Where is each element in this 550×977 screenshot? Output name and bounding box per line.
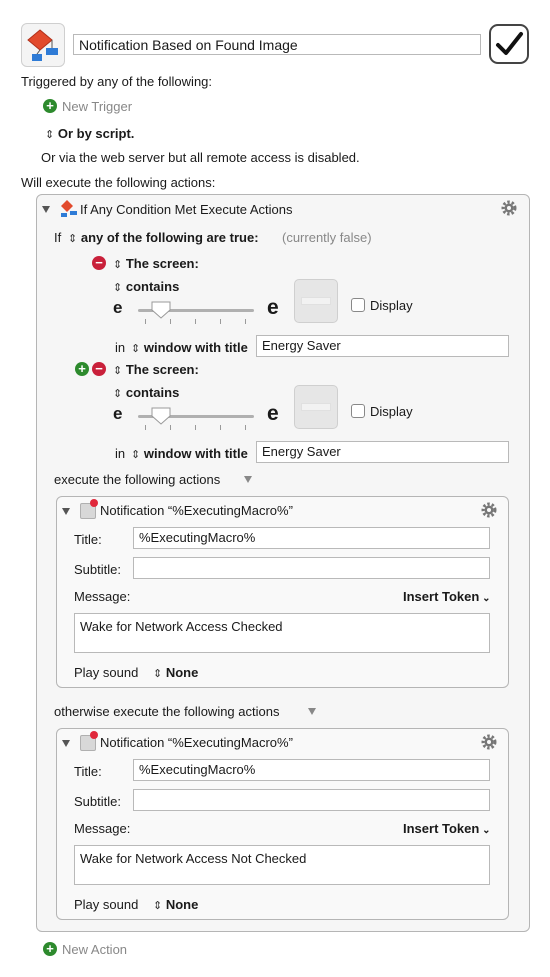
flowchart-icon [58, 199, 78, 219]
slider-tick [170, 319, 171, 324]
web-server-note: Or via the web server but all remote access is disabled. [41, 150, 360, 165]
condition-mode-label: any of the following are true: [80, 230, 259, 245]
if-label: If [54, 230, 62, 245]
slider-tick [220, 319, 221, 324]
execute-disclosure-triangle[interactable] [244, 476, 252, 483]
title-field[interactable]: %ExecutingMacro% [133, 527, 490, 549]
slider-tick [195, 425, 196, 430]
condition-mode-popup[interactable] [68, 230, 259, 247]
or-by-script-toggle[interactable] [45, 126, 134, 143]
notification-badge [90, 499, 98, 507]
sound-value: None [165, 665, 199, 680]
updown-icon: ⇕ [153, 900, 163, 912]
notification-title: Notification “%ExecutingMacro%” [100, 735, 293, 750]
title-field[interactable]: %ExecutingMacro% [133, 759, 490, 781]
new-action-icon[interactable]: + [43, 942, 57, 956]
message-label: Message: [74, 589, 131, 604]
image-thumbnail [301, 403, 331, 411]
title-label: Title: [74, 764, 102, 779]
insert-token-menu[interactable] [403, 821, 491, 839]
scope-label: window with title [143, 340, 248, 355]
checkmark-icon [491, 26, 527, 62]
remove-condition-button[interactable]: − [92, 362, 106, 376]
collapse-triangle[interactable] [42, 206, 50, 213]
sound-popup[interactable] [153, 897, 198, 914]
otherwise-disclosure-triangle[interactable] [308, 708, 316, 715]
insert-token-menu[interactable] [403, 589, 491, 607]
message-field[interactable]: Wake for Network Access Checked [74, 613, 490, 653]
slider-tick [145, 319, 146, 324]
fuzziness-low-label: e [113, 404, 123, 423]
new-trigger-link[interactable]: New Trigger [62, 99, 133, 114]
new-trigger-icon[interactable]: + [43, 99, 57, 113]
if-action-title: If Any Condition Met Execute Actions [80, 202, 293, 217]
updown-icon: ⇕ [131, 449, 141, 461]
condition-match-popup[interactable] [113, 385, 179, 402]
chevron-down-icon: ⌄ [479, 825, 491, 836]
display-checkbox[interactable] [351, 404, 365, 418]
subtitle-field[interactable] [133, 557, 490, 579]
message-field[interactable]: Wake for Network Access Not Checked [74, 845, 490, 885]
remove-condition-button[interactable]: − [92, 256, 106, 270]
updown-icon: ⇕ [131, 343, 141, 355]
updown-icon: ⇕ [113, 259, 123, 271]
sound-popup[interactable] [153, 665, 198, 682]
fuzziness-high-label: e [267, 402, 279, 425]
subtitle-field[interactable] [133, 789, 490, 811]
condition-match-label: contains [125, 385, 180, 400]
scope-popup[interactable] [131, 340, 248, 357]
slider-tick [145, 425, 146, 430]
gear-icon[interactable] [480, 733, 498, 751]
slider-knob[interactable] [150, 300, 172, 323]
updown-icon: ⇕ [113, 365, 123, 377]
title-label: Title: [74, 532, 102, 547]
macro-icon[interactable] [21, 23, 65, 67]
updown-icon: ⇕ [113, 388, 123, 400]
image-well[interactable] [294, 385, 338, 429]
condition-type-popup[interactable] [113, 362, 199, 379]
insert-token-label: Insert Token [403, 589, 480, 604]
actions-header: Will execute the following actions: [21, 175, 216, 190]
chevron-down-icon: ⌄ [479, 593, 491, 604]
gear-icon[interactable] [480, 501, 498, 519]
subtitle-label: Subtitle: [74, 562, 121, 577]
fuzziness-high-label: e [267, 296, 279, 319]
collapse-triangle[interactable] [62, 508, 70, 515]
macro-name-field[interactable]: Notification Based on Found Image [73, 34, 481, 55]
subtitle-label: Subtitle: [74, 794, 121, 809]
condition-state: (currently false) [282, 230, 372, 245]
slider-tick [220, 425, 221, 430]
updown-icon: ⇕ [113, 282, 123, 294]
updown-icon: ⇕ [68, 233, 78, 245]
sound-value: None [165, 897, 199, 912]
gear-icon[interactable] [500, 199, 518, 217]
scope-popup[interactable] [131, 446, 248, 463]
notification-badge [90, 731, 98, 739]
slider-tick [245, 319, 246, 324]
updown-icon: ⇕ [153, 668, 163, 680]
window-title-field[interactable]: Energy Saver [256, 441, 509, 463]
slider-tick [170, 425, 171, 430]
collapse-triangle[interactable] [62, 740, 70, 747]
condition-match-label: contains [125, 279, 180, 294]
display-checkbox[interactable] [351, 298, 365, 312]
execute-label: execute the following actions [54, 472, 221, 487]
image-thumbnail [301, 297, 331, 305]
scope-label: window with title [143, 446, 248, 461]
condition-type-label: The screen: [125, 256, 199, 271]
add-condition-button[interactable]: + [75, 362, 89, 376]
display-label: Display [370, 298, 413, 313]
condition-type-label: The screen: [125, 362, 199, 377]
notification-title: Notification “%ExecutingMacro%” [100, 503, 293, 518]
image-well[interactable] [294, 279, 338, 323]
condition-match-popup[interactable] [113, 279, 179, 296]
macro-enabled-checkbox[interactable] [489, 24, 529, 64]
otherwise-label: otherwise execute the following actions [54, 704, 280, 719]
slider-knob[interactable] [150, 406, 172, 429]
message-label: Message: [74, 821, 131, 836]
play-sound-label: Play sound [74, 665, 139, 680]
in-label: in [115, 446, 126, 461]
updown-icon: ⇕ [45, 129, 55, 141]
window-title-field[interactable]: Energy Saver [256, 335, 509, 357]
condition-type-popup[interactable] [113, 256, 199, 273]
insert-token-label: Insert Token [403, 821, 480, 836]
in-label: in [115, 340, 126, 355]
triggers-header: Triggered by any of the following: [21, 74, 213, 89]
display-label: Display [370, 404, 413, 419]
new-action-link[interactable]: New Action [62, 942, 128, 957]
slider-tick [245, 425, 246, 430]
if-action-icon [58, 199, 78, 219]
fuzziness-low-label: e [113, 298, 123, 317]
or-by-script-label: Or by script. [57, 126, 135, 141]
play-sound-label: Play sound [74, 897, 139, 912]
slider-tick [195, 319, 196, 324]
flowchart-icon [22, 24, 66, 68]
